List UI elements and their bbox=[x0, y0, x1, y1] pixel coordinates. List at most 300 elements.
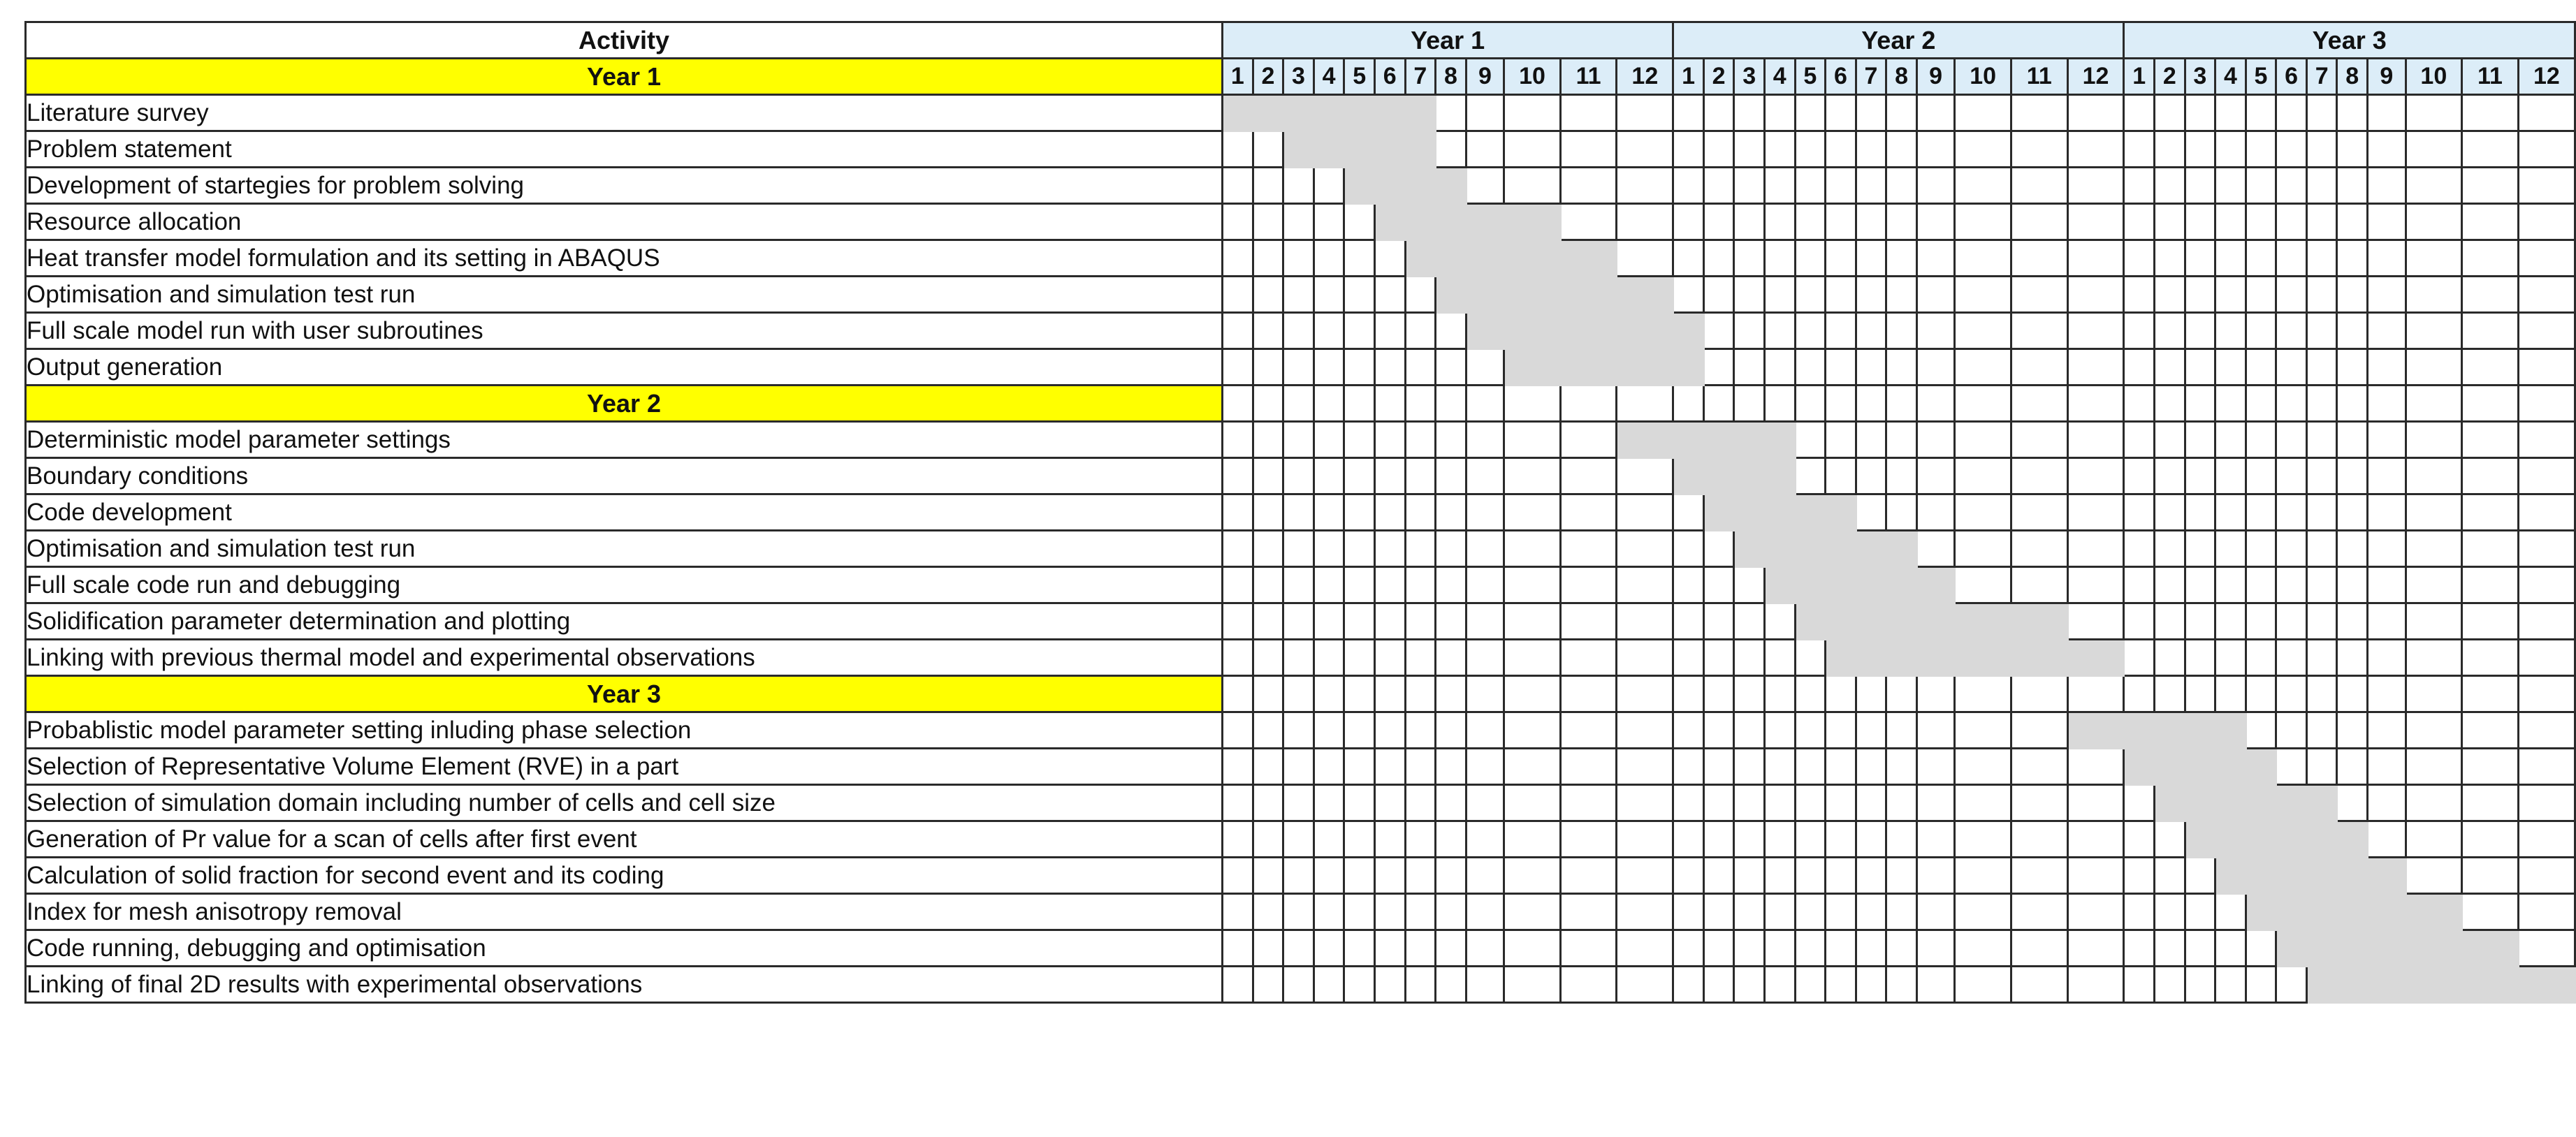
timeline-bar-cell bbox=[2246, 785, 2276, 821]
timeline-cell bbox=[2462, 168, 2519, 204]
month-number-cell: 7 bbox=[2306, 59, 2337, 95]
timeline-cell bbox=[1253, 821, 1283, 858]
timeline-cell bbox=[1955, 930, 2011, 967]
timeline-cell bbox=[1283, 640, 1314, 676]
timeline-cell bbox=[1504, 95, 1561, 131]
timeline-cell bbox=[1223, 131, 1253, 168]
activity-row bbox=[26, 349, 2575, 386]
timeline-cell bbox=[2368, 676, 2406, 712]
timeline-bar-cell bbox=[1734, 458, 1765, 494]
timeline-bar-cell bbox=[2368, 858, 2406, 894]
timeline-cell bbox=[1795, 277, 1826, 313]
year-3-header: Year 3 bbox=[2124, 22, 2575, 59]
timeline-cell bbox=[2518, 567, 2575, 603]
timeline-cell bbox=[1764, 386, 1795, 422]
timeline-cell bbox=[1916, 168, 1954, 204]
timeline-cell bbox=[2067, 531, 2124, 567]
timeline-cell bbox=[1344, 240, 1375, 277]
timeline-cell bbox=[1253, 967, 1283, 1003]
timeline-cell bbox=[1223, 567, 1253, 603]
timeline-cell bbox=[1314, 712, 1344, 749]
timeline-cell bbox=[2337, 131, 2368, 168]
timeline-cell bbox=[2067, 204, 2124, 240]
timeline-cell bbox=[1734, 640, 1765, 676]
timeline-cell bbox=[2406, 567, 2462, 603]
timeline-bar-cell bbox=[1466, 277, 1504, 313]
month-number-cell: 10 bbox=[2406, 59, 2462, 95]
timeline-cell bbox=[2185, 531, 2215, 567]
timeline-cell bbox=[1734, 131, 1765, 168]
timeline-bar-cell bbox=[1795, 603, 1826, 640]
timeline-bar-cell bbox=[1703, 494, 1734, 531]
timeline-cell bbox=[1795, 749, 1826, 785]
timeline-cell bbox=[2124, 494, 2155, 531]
timeline-cell bbox=[2368, 567, 2406, 603]
timeline-cell bbox=[2185, 95, 2215, 131]
timeline-cell bbox=[2124, 204, 2155, 240]
timeline-cell bbox=[1405, 712, 1436, 749]
timeline-cell bbox=[1856, 131, 1886, 168]
timeline-cell bbox=[2246, 204, 2276, 240]
activity-row bbox=[26, 204, 2575, 240]
timeline-cell bbox=[1955, 785, 2011, 821]
timeline-cell bbox=[2154, 640, 2185, 676]
timeline-cell bbox=[1955, 422, 2011, 458]
timeline-cell bbox=[2337, 240, 2368, 277]
timeline-cell bbox=[1374, 785, 1405, 821]
timeline-cell bbox=[2246, 313, 2276, 349]
timeline-cell bbox=[2124, 640, 2155, 676]
timeline-cell bbox=[1344, 494, 1375, 531]
timeline-bar-cell bbox=[2154, 712, 2185, 749]
timeline-cell bbox=[1703, 349, 1734, 386]
timeline-cell bbox=[1223, 640, 1253, 676]
timeline-cell bbox=[2246, 712, 2276, 749]
timeline-cell bbox=[1344, 567, 1375, 603]
timeline-bar-cell bbox=[1764, 422, 1795, 458]
timeline-bar-cell bbox=[1405, 168, 1436, 204]
timeline-cell bbox=[1916, 821, 1954, 858]
timeline-cell bbox=[2246, 240, 2276, 277]
activity-label: Literature survey bbox=[26, 95, 1223, 131]
month-number-cell: 2 bbox=[2154, 59, 2185, 95]
timeline-cell bbox=[1734, 676, 1765, 712]
timeline-cell bbox=[1504, 676, 1561, 712]
timeline-cell bbox=[1283, 313, 1314, 349]
timeline-cell bbox=[2518, 277, 2575, 313]
timeline-cell bbox=[1253, 313, 1283, 349]
timeline-bar-cell bbox=[1734, 422, 1765, 458]
timeline-cell bbox=[1886, 930, 1917, 967]
timeline-bar-cell bbox=[2215, 821, 2246, 858]
section-row bbox=[26, 676, 2575, 712]
timeline-cell bbox=[2406, 313, 2462, 349]
timeline-cell bbox=[1734, 277, 1765, 313]
timeline-cell bbox=[1916, 131, 1954, 168]
timeline-cell bbox=[1617, 204, 1673, 240]
timeline-cell bbox=[1617, 386, 1673, 422]
timeline-cell bbox=[2011, 894, 2067, 930]
timeline-cell bbox=[2011, 168, 2067, 204]
timeline-cell bbox=[1314, 458, 1344, 494]
timeline-cell bbox=[2518, 531, 2575, 567]
timeline-bar-cell bbox=[1436, 204, 1467, 240]
timeline-cell bbox=[1374, 894, 1405, 930]
timeline-cell bbox=[1734, 967, 1765, 1003]
activity-label: Selection of Representative Volume Element (RVE) in a part bbox=[26, 749, 1223, 785]
month-number-cell: 4 bbox=[1764, 59, 1795, 95]
timeline-cell bbox=[1703, 821, 1734, 858]
timeline-cell bbox=[1916, 494, 1954, 531]
timeline-cell bbox=[1405, 277, 1436, 313]
timeline-cell bbox=[2011, 749, 2067, 785]
timeline-bar-cell bbox=[1466, 313, 1504, 349]
timeline-cell bbox=[1466, 386, 1504, 422]
timeline-cell bbox=[2246, 676, 2276, 712]
activity-row bbox=[26, 240, 2575, 277]
timeline-cell bbox=[1795, 930, 1826, 967]
timeline-bar-cell bbox=[2215, 712, 2246, 749]
timeline-cell bbox=[1886, 458, 1917, 494]
timeline-cell bbox=[1436, 676, 1467, 712]
timeline-bar-cell bbox=[1673, 349, 1704, 386]
timeline-cell bbox=[1955, 131, 2011, 168]
timeline-cell bbox=[1253, 567, 1283, 603]
timeline-cell bbox=[1764, 640, 1795, 676]
timeline-cell bbox=[2406, 603, 2462, 640]
timeline-cell bbox=[1283, 785, 1314, 821]
timeline-cell bbox=[1826, 240, 1856, 277]
timeline-cell bbox=[1617, 640, 1673, 676]
timeline-cell bbox=[1504, 131, 1561, 168]
timeline-cell bbox=[2124, 240, 2155, 277]
timeline-cell bbox=[1886, 858, 1917, 894]
timeline-cell bbox=[2518, 858, 2575, 894]
activity-label: Linking with previous thermal model and experimental observations bbox=[26, 640, 1223, 676]
timeline-bar-cell bbox=[1405, 204, 1436, 240]
activity-label: Code development bbox=[26, 494, 1223, 531]
timeline-cell bbox=[1436, 95, 1467, 131]
timeline-bar-cell bbox=[1314, 95, 1344, 131]
timeline-cell bbox=[1314, 821, 1344, 858]
timeline-cell bbox=[1253, 858, 1283, 894]
timeline-cell bbox=[2462, 858, 2519, 894]
timeline-bar-cell bbox=[1764, 567, 1795, 603]
timeline-cell bbox=[1344, 894, 1375, 930]
timeline-cell bbox=[1504, 712, 1561, 749]
timeline-cell bbox=[1764, 821, 1795, 858]
timeline-bar-cell bbox=[1673, 422, 1704, 458]
timeline-cell bbox=[2011, 240, 2067, 277]
timeline-cell bbox=[1673, 858, 1704, 894]
timeline-cell bbox=[1466, 349, 1504, 386]
timeline-cell bbox=[2337, 422, 2368, 458]
timeline-cell bbox=[1466, 422, 1504, 458]
timeline-cell bbox=[1955, 349, 2011, 386]
timeline-cell bbox=[1886, 349, 1917, 386]
timeline-cell bbox=[2462, 712, 2519, 749]
timeline-cell bbox=[1617, 821, 1673, 858]
timeline-bar-cell bbox=[1405, 95, 1436, 131]
timeline-bar-cell bbox=[1504, 349, 1561, 386]
timeline-cell bbox=[1795, 858, 1826, 894]
timeline-cell bbox=[1405, 967, 1436, 1003]
timeline-cell bbox=[2215, 95, 2246, 131]
timeline-cell bbox=[2368, 168, 2406, 204]
timeline-cell bbox=[1955, 168, 2011, 204]
timeline-cell bbox=[2306, 95, 2337, 131]
timeline-cell bbox=[2215, 168, 2246, 204]
timeline-cell bbox=[1344, 749, 1375, 785]
timeline-cell bbox=[1617, 749, 1673, 785]
timeline-cell bbox=[1253, 712, 1283, 749]
timeline-cell bbox=[2215, 531, 2246, 567]
timeline-bar-cell bbox=[1916, 567, 1954, 603]
timeline-cell bbox=[2246, 494, 2276, 531]
section-label: Year 1 bbox=[26, 59, 1223, 95]
timeline-cell bbox=[1955, 894, 2011, 930]
timeline-cell bbox=[1764, 858, 1795, 894]
timeline-cell bbox=[1374, 603, 1405, 640]
timeline-cell bbox=[1253, 785, 1283, 821]
timeline-cell bbox=[2011, 712, 2067, 749]
timeline-bar-cell bbox=[2368, 930, 2406, 967]
timeline-cell bbox=[1436, 313, 1467, 349]
timeline-cell bbox=[1703, 894, 1734, 930]
timeline-cell bbox=[1374, 676, 1405, 712]
timeline-bar-cell bbox=[2154, 785, 2185, 821]
timeline-bar-cell bbox=[1374, 168, 1405, 204]
timeline-cell bbox=[2337, 785, 2368, 821]
timeline-bar-cell bbox=[2215, 785, 2246, 821]
timeline-cell bbox=[1617, 567, 1673, 603]
timeline-cell bbox=[1734, 567, 1765, 603]
activity-label: Code running, debugging and optimisation bbox=[26, 930, 1223, 967]
timeline-cell bbox=[2276, 204, 2307, 240]
activity-label: Deterministic model parameter settings bbox=[26, 422, 1223, 458]
timeline-cell bbox=[2246, 422, 2276, 458]
timeline-cell bbox=[1374, 749, 1405, 785]
timeline-cell bbox=[1374, 821, 1405, 858]
timeline-cell bbox=[1405, 930, 1436, 967]
timeline-cell bbox=[2306, 313, 2337, 349]
timeline-cell bbox=[1374, 313, 1405, 349]
timeline-cell bbox=[2011, 277, 2067, 313]
timeline-cell bbox=[1283, 858, 1314, 894]
timeline-cell bbox=[2246, 458, 2276, 494]
timeline-cell bbox=[1223, 749, 1253, 785]
timeline-cell bbox=[2462, 785, 2519, 821]
timeline-cell bbox=[1223, 531, 1253, 567]
timeline-cell bbox=[1560, 785, 1617, 821]
timeline-bar-cell bbox=[2406, 930, 2462, 967]
timeline-cell bbox=[1617, 131, 1673, 168]
timeline-cell bbox=[2067, 349, 2124, 386]
timeline-cell bbox=[1560, 676, 1617, 712]
timeline-cell bbox=[2462, 894, 2519, 930]
timeline-bar-cell bbox=[2368, 967, 2406, 1003]
timeline-cell bbox=[1826, 131, 1856, 168]
timeline-bar-cell bbox=[1223, 95, 1253, 131]
activity-row bbox=[26, 967, 2575, 1003]
month-number-cell: 7 bbox=[1405, 59, 1436, 95]
timeline-cell bbox=[2337, 676, 2368, 712]
timeline-cell bbox=[1374, 458, 1405, 494]
activity-row bbox=[26, 131, 2575, 168]
timeline-cell bbox=[1314, 640, 1344, 676]
timeline-cell bbox=[2011, 858, 2067, 894]
timeline-cell bbox=[1955, 494, 2011, 531]
timeline-cell bbox=[1253, 676, 1283, 712]
timeline-cell bbox=[2276, 458, 2307, 494]
timeline-cell bbox=[1374, 349, 1405, 386]
timeline-cell bbox=[1795, 422, 1826, 458]
month-number-cell: 12 bbox=[1617, 59, 1673, 95]
timeline-cell bbox=[2124, 676, 2155, 712]
timeline-cell bbox=[1886, 277, 1917, 313]
timeline-cell bbox=[1955, 458, 2011, 494]
activity-label: Development of startegies for problem solving bbox=[26, 168, 1223, 204]
timeline-cell bbox=[1560, 458, 1617, 494]
timeline-cell bbox=[1344, 858, 1375, 894]
timeline-cell bbox=[1856, 676, 1886, 712]
timeline-cell bbox=[2215, 603, 2246, 640]
timeline-cell bbox=[2067, 821, 2124, 858]
timeline-cell bbox=[1856, 277, 1886, 313]
timeline-cell bbox=[2406, 676, 2462, 712]
timeline-cell bbox=[2518, 749, 2575, 785]
timeline-cell bbox=[2011, 785, 2067, 821]
timeline-bar-cell bbox=[1886, 567, 1917, 603]
timeline-cell bbox=[1560, 603, 1617, 640]
year-2-header: Year 2 bbox=[1673, 22, 2124, 59]
timeline-cell bbox=[1436, 967, 1467, 1003]
timeline-cell bbox=[1703, 386, 1734, 422]
timeline-cell bbox=[2518, 95, 2575, 131]
timeline-cell bbox=[1374, 277, 1405, 313]
timeline-cell bbox=[2518, 204, 2575, 240]
timeline-cell bbox=[2276, 168, 2307, 204]
timeline-cell bbox=[2124, 858, 2155, 894]
timeline-cell bbox=[1703, 567, 1734, 603]
timeline-bar-cell bbox=[2306, 821, 2337, 858]
timeline-cell bbox=[2215, 458, 2246, 494]
timeline-cell bbox=[1955, 386, 2011, 422]
timeline-cell bbox=[1826, 712, 1856, 749]
timeline-cell bbox=[1405, 386, 1436, 422]
timeline-bar-cell bbox=[2462, 967, 2519, 1003]
timeline-cell bbox=[2011, 567, 2067, 603]
timeline-cell bbox=[1955, 749, 2011, 785]
timeline-cell bbox=[2215, 640, 2246, 676]
timeline-cell bbox=[1283, 386, 1314, 422]
activity-row bbox=[26, 785, 2575, 821]
timeline-cell bbox=[2067, 858, 2124, 894]
timeline-cell bbox=[1314, 967, 1344, 1003]
timeline-cell bbox=[2462, 603, 2519, 640]
timeline-cell bbox=[2462, 95, 2519, 131]
timeline-cell bbox=[1703, 930, 1734, 967]
timeline-cell bbox=[2462, 531, 2519, 567]
timeline-cell bbox=[2368, 785, 2406, 821]
timeline-cell bbox=[2215, 386, 2246, 422]
timeline-cell bbox=[1703, 967, 1734, 1003]
timeline-cell bbox=[2462, 458, 2519, 494]
timeline-bar-cell bbox=[1436, 168, 1467, 204]
timeline-cell bbox=[1314, 277, 1344, 313]
timeline-cell bbox=[2306, 494, 2337, 531]
activity-column-header: Activity bbox=[26, 22, 1223, 59]
timeline-cell bbox=[1253, 494, 1283, 531]
timeline-cell bbox=[1826, 95, 1856, 131]
timeline-cell bbox=[2276, 386, 2307, 422]
timeline-cell bbox=[1466, 603, 1504, 640]
timeline-cell bbox=[1436, 349, 1467, 386]
timeline-cell bbox=[1344, 313, 1375, 349]
section-row bbox=[26, 59, 2575, 95]
timeline-cell bbox=[2368, 95, 2406, 131]
timeline-cell bbox=[1436, 567, 1467, 603]
timeline-cell bbox=[2215, 676, 2246, 712]
timeline-bar-cell bbox=[2306, 858, 2337, 894]
timeline-cell bbox=[2185, 240, 2215, 277]
timeline-cell bbox=[1856, 785, 1886, 821]
timeline-cell bbox=[1283, 349, 1314, 386]
timeline-bar-cell bbox=[2337, 894, 2368, 930]
timeline-cell bbox=[2276, 277, 2307, 313]
timeline-cell bbox=[2246, 386, 2276, 422]
activity-row bbox=[26, 603, 2575, 640]
timeline-cell bbox=[1466, 676, 1504, 712]
timeline-cell bbox=[2462, 131, 2519, 168]
timeline-cell bbox=[1955, 531, 2011, 567]
timeline-cell bbox=[1955, 967, 2011, 1003]
timeline-bar-cell bbox=[1886, 640, 1917, 676]
timeline-cell bbox=[1374, 531, 1405, 567]
timeline-cell bbox=[1283, 930, 1314, 967]
timeline-cell bbox=[1436, 640, 1467, 676]
timeline-cell bbox=[1344, 930, 1375, 967]
timeline-cell bbox=[1253, 168, 1283, 204]
timeline-bar-cell bbox=[1560, 313, 1617, 349]
timeline-cell bbox=[1436, 603, 1467, 640]
timeline-cell bbox=[1826, 349, 1856, 386]
timeline-bar-cell bbox=[2276, 858, 2307, 894]
timeline-cell bbox=[1560, 168, 1617, 204]
timeline-cell bbox=[2276, 603, 2307, 640]
timeline-cell bbox=[1283, 567, 1314, 603]
timeline-cell bbox=[1223, 930, 1253, 967]
timeline-bar-cell bbox=[1436, 240, 1467, 277]
timeline-cell bbox=[1617, 930, 1673, 967]
timeline-cell bbox=[2154, 603, 2185, 640]
timeline-cell bbox=[2067, 930, 2124, 967]
timeline-bar-cell bbox=[2306, 785, 2337, 821]
timeline-cell bbox=[2518, 676, 2575, 712]
timeline-cell bbox=[1344, 785, 1375, 821]
timeline-cell bbox=[1886, 785, 1917, 821]
timeline-cell bbox=[1703, 531, 1734, 567]
timeline-cell bbox=[2406, 640, 2462, 676]
timeline-cell bbox=[2406, 386, 2462, 422]
timeline-cell bbox=[2067, 676, 2124, 712]
timeline-cell bbox=[2406, 422, 2462, 458]
timeline-cell bbox=[1504, 458, 1561, 494]
timeline-cell bbox=[2306, 168, 2337, 204]
timeline-cell bbox=[2154, 131, 2185, 168]
section-row bbox=[26, 386, 2575, 422]
timeline-cell bbox=[1955, 676, 2011, 712]
